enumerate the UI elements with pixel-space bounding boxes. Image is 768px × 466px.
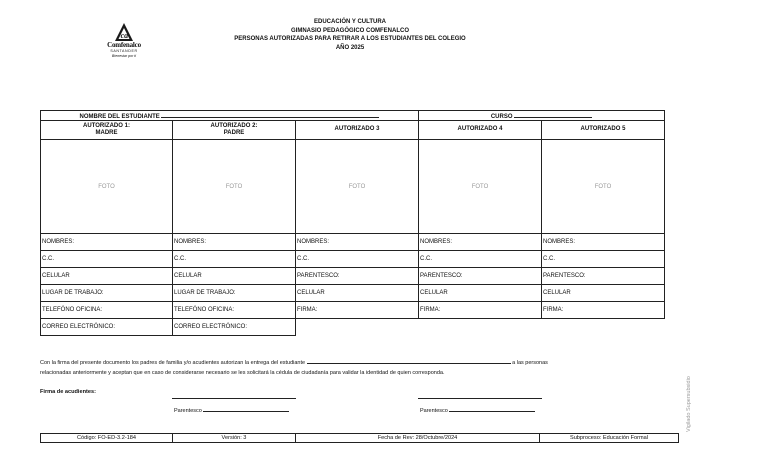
footer-subproceso: Subproceso: Educación Formal <box>540 434 679 443</box>
field-cell[interactable]: CELULAR <box>296 285 419 302</box>
header-line-3: PERSONAS AUTORIZADAS PARA RETIRAR A LOS ESTUDIANTES DEL COLEGIO <box>234 36 466 43</box>
student-row <box>41 111 665 121</box>
field-cell[interactable]: PARENTESCO: <box>296 268 419 285</box>
vigilado-text: Vigilado Supersubsidio <box>686 376 692 432</box>
empty-cell <box>419 319 542 336</box>
field-cell[interactable]: CORREO ELECTRÓNICO: <box>173 319 296 336</box>
field-cell[interactable]: C.C. <box>419 251 542 268</box>
field-cell[interactable]: FIRMA: <box>419 302 542 319</box>
consent-text-2: a las personas <box>512 360 548 366</box>
field-cell[interactable]: PARENTESCO: <box>419 268 542 285</box>
consent-text-1: Con la firma del presente documento los padres de familia y/o acudientes autorizan la entrega del estudiante <box>40 360 306 366</box>
logo-sub: SANTANDER <box>110 49 138 53</box>
parentesco-label: Parentesco <box>174 408 202 414</box>
photo-placeholder: FOTO <box>471 183 489 190</box>
photo-cell-5[interactable] <box>542 140 665 234</box>
consent-paragraph <box>40 358 660 378</box>
parentesco-label: Parentesco <box>420 408 448 414</box>
curso-line[interactable] <box>514 112 592 118</box>
footer-codigo: Código: FO-ED-3.2-184 <box>41 434 173 443</box>
field-cell[interactable]: FIRMA: <box>542 302 665 319</box>
svg-text:ca: ca <box>120 31 129 40</box>
field-row-trabajo-celular <box>41 285 665 302</box>
parentesco-line-2[interactable] <box>449 407 535 412</box>
student-name-cell[interactable] <box>41 111 419 121</box>
photo-cell-3[interactable] <box>296 140 419 234</box>
photo-row <box>41 140 665 234</box>
parentesco-line-1[interactable] <box>203 407 289 412</box>
field-row-cc <box>41 251 665 268</box>
field-row-nombres <box>41 234 665 251</box>
document-header <box>220 18 480 52</box>
header-line-2: GIMNASIO PEDAGÓGICO COMFENALCO <box>290 27 409 34</box>
photo-cell-4[interactable] <box>419 140 542 234</box>
document-footer <box>40 433 679 443</box>
field-cell[interactable]: NOMBRES: <box>173 234 296 251</box>
field-cell[interactable]: CELULAR <box>173 268 296 285</box>
field-cell[interactable]: PARENTESCO: <box>542 268 665 285</box>
parentesco-1 <box>174 407 289 414</box>
field-cell[interactable]: LUGAR DE TRABAJO: <box>173 285 296 302</box>
parentesco-2 <box>420 407 535 414</box>
field-cell[interactable]: TELEFÓNO OFICINA: <box>41 302 173 319</box>
field-cell[interactable]: CELULAR <box>419 285 542 302</box>
photo-placeholder: FOTO <box>348 183 366 190</box>
comfenalco-logo <box>100 22 148 64</box>
header-line-1: EDUCACIÓN Y CULTURA <box>313 19 386 25</box>
col-header-autorizado-5: AUTORIZADO 5 <box>542 121 665 140</box>
col-header-autorizado-4: AUTORIZADO 4 <box>419 121 542 140</box>
empty-cell <box>542 319 665 336</box>
logo-name: Comfenalco <box>107 41 141 49</box>
field-cell[interactable]: LUGAR DE TRABAJO: <box>41 285 173 302</box>
field-cell[interactable]: NOMBRES: <box>41 234 173 251</box>
consent-line-2: relacionadas anteriormente y aceptan que en caso de considerarse necesario se les solicitará la cédula de ciudadanía para validar la identidad de quien corresponda. <box>40 370 445 376</box>
photo-placeholder: FOTO <box>594 183 612 190</box>
curso-label: CURSO <box>490 113 513 120</box>
comfenalco-logo-icon <box>114 22 134 42</box>
student-name-label: NOMBRE DEL ESTUDIANTE <box>79 113 160 120</box>
photo-cell-1[interactable] <box>41 140 173 234</box>
authorization-table <box>40 110 665 336</box>
photo-cell-2[interactable] <box>173 140 296 234</box>
vigilado-watermark <box>676 358 696 432</box>
field-cell[interactable]: C.C. <box>173 251 296 268</box>
field-cell[interactable]: NOMBRES: <box>296 234 419 251</box>
student-name-line[interactable] <box>161 112 379 118</box>
footer-version: Versión: 3 <box>173 434 296 443</box>
header-line-4: AÑO 2025 <box>335 44 365 51</box>
col-header-autorizado-1: AUTORIZADO 1: MADRE <box>41 121 173 140</box>
col-header-autorizado-3: AUTORIZADO 3 <box>296 121 419 140</box>
footer-fecha: Fecha de Rev: 28/Octubre/2024 <box>296 434 540 443</box>
logo-tag: Bienestar por ti <box>111 54 137 58</box>
field-cell[interactable]: CELULAR <box>542 285 665 302</box>
field-row-celular-parentesco <box>41 268 665 285</box>
field-cell[interactable]: CORREO ELECTRÓNICO: <box>41 319 173 336</box>
field-cell[interactable]: C.C. <box>542 251 665 268</box>
field-cell[interactable]: FIRMA: <box>296 302 419 319</box>
empty-cell <box>296 319 419 336</box>
firma-acudientes-label: Firma de acudientes: <box>40 389 96 395</box>
column-header-row <box>41 121 665 140</box>
field-cell[interactable]: TELEFÓNO OFICINA: <box>173 302 296 319</box>
field-cell[interactable]: C.C. <box>41 251 173 268</box>
consent-student-line[interactable] <box>307 358 511 364</box>
col-header-autorizado-2: AUTORIZADO 2: PADRE <box>173 121 296 140</box>
field-cell[interactable]: NOMBRES: <box>419 234 542 251</box>
signature-line-2[interactable] <box>418 398 542 399</box>
field-cell[interactable]: C.C. <box>296 251 419 268</box>
field-row-telefono-firma <box>41 302 665 319</box>
curso-cell[interactable] <box>419 111 665 121</box>
field-cell[interactable]: CELULAR <box>41 268 173 285</box>
consent-line-1 <box>40 358 660 368</box>
field-row-correo <box>41 319 665 336</box>
field-cell[interactable]: NOMBRES: <box>542 234 665 251</box>
signature-line-1[interactable] <box>172 398 296 399</box>
photo-placeholder: FOTO <box>98 183 115 190</box>
photo-placeholder: FOTO <box>225 183 243 190</box>
